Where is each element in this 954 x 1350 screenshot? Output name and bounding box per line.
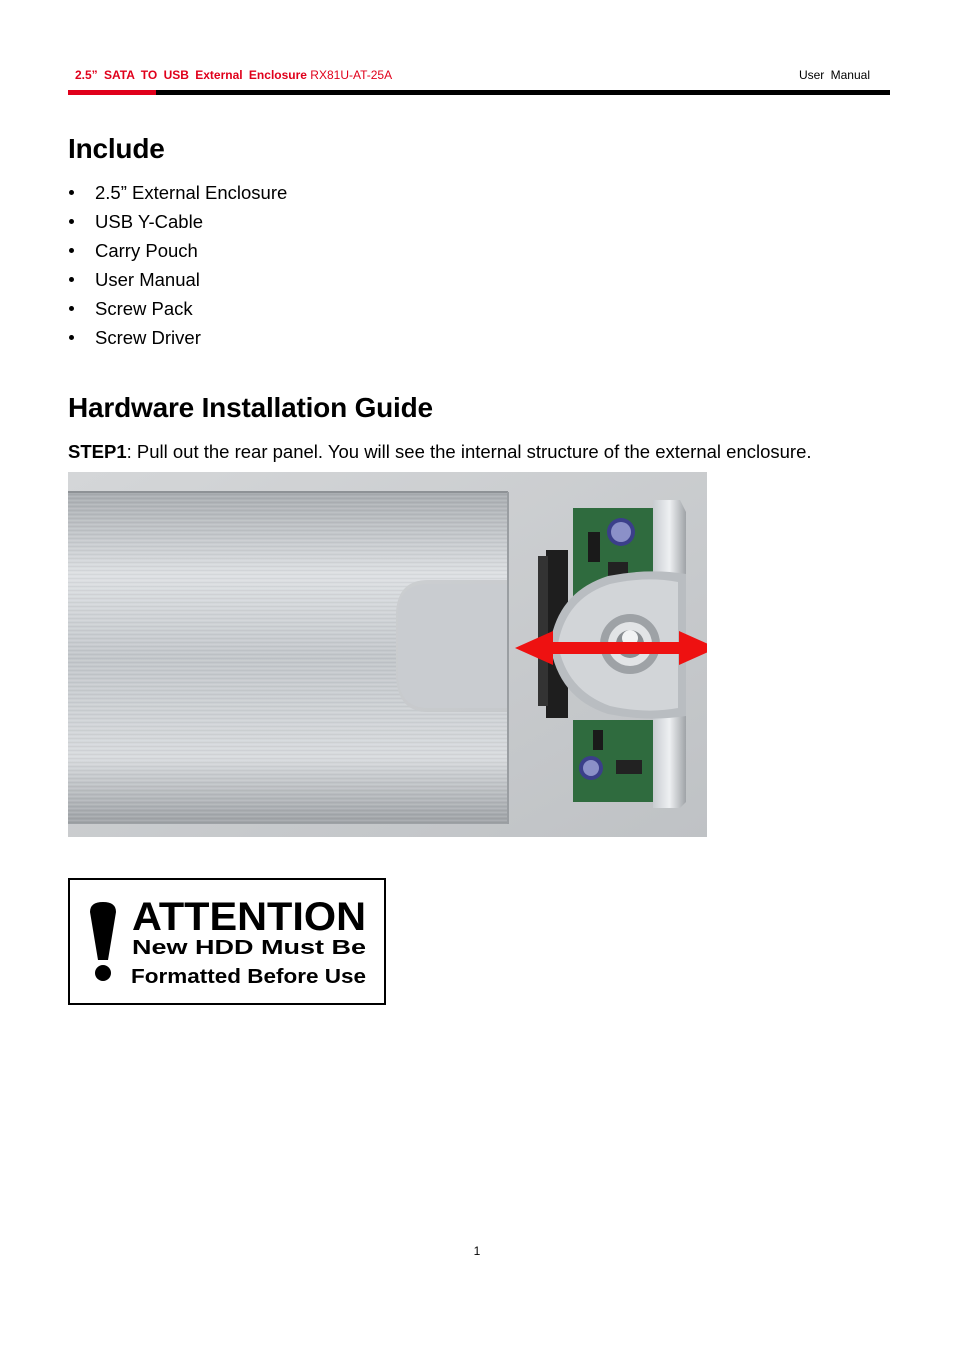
include-heading: Include (68, 133, 165, 164)
list-item-text: 2.5” External Enclosure (95, 182, 288, 203)
list-item (68, 178, 287, 207)
bullet-icon (69, 219, 74, 224)
step1-text: : Pull out the rear panel. You will see the internal structure of the external enclosure. (126, 441, 812, 462)
attention-line1: New HDD Must Be (132, 937, 366, 959)
enclosure-photo (68, 472, 707, 837)
list-item-text: Screw Driver (95, 327, 201, 348)
header-rule (68, 90, 890, 95)
header-doc-type: User Manual (798, 68, 870, 82)
list-item-text: Carry Pouch (95, 240, 198, 261)
list-item (68, 236, 287, 265)
attention-line2: Formatted Before Use (131, 966, 366, 988)
attention-title: ATTENTION (132, 895, 366, 939)
header-product (75, 68, 392, 82)
list-item (68, 294, 287, 323)
bullet-icon (69, 335, 74, 340)
guide-heading: Hardware Installation Guide (68, 392, 433, 423)
bullet-icon (69, 248, 74, 253)
list-item (68, 323, 287, 352)
bullet-icon (69, 190, 74, 195)
step1-label: STEP1 (68, 441, 127, 462)
page-header (68, 68, 890, 84)
page-number: 1 (473, 1244, 481, 1258)
list-item-text: Screw Pack (95, 298, 193, 319)
header-rule-accent (68, 90, 156, 95)
include-list (68, 178, 287, 352)
bullet-icon (69, 306, 74, 311)
list-item (68, 207, 287, 236)
header-model: RX81U-AT-25A (310, 68, 393, 82)
list-item-text: USB Y-Cable (95, 211, 203, 232)
exclamation-dot-icon (95, 965, 111, 981)
list-item-text: User Manual (95, 269, 200, 290)
attention-notice (68, 878, 386, 1005)
list-item (68, 265, 287, 294)
bullet-icon (69, 277, 74, 282)
step1-paragraph (68, 441, 812, 463)
header-product-name: 2.5” SATA TO USB External Enclosure (75, 68, 307, 82)
